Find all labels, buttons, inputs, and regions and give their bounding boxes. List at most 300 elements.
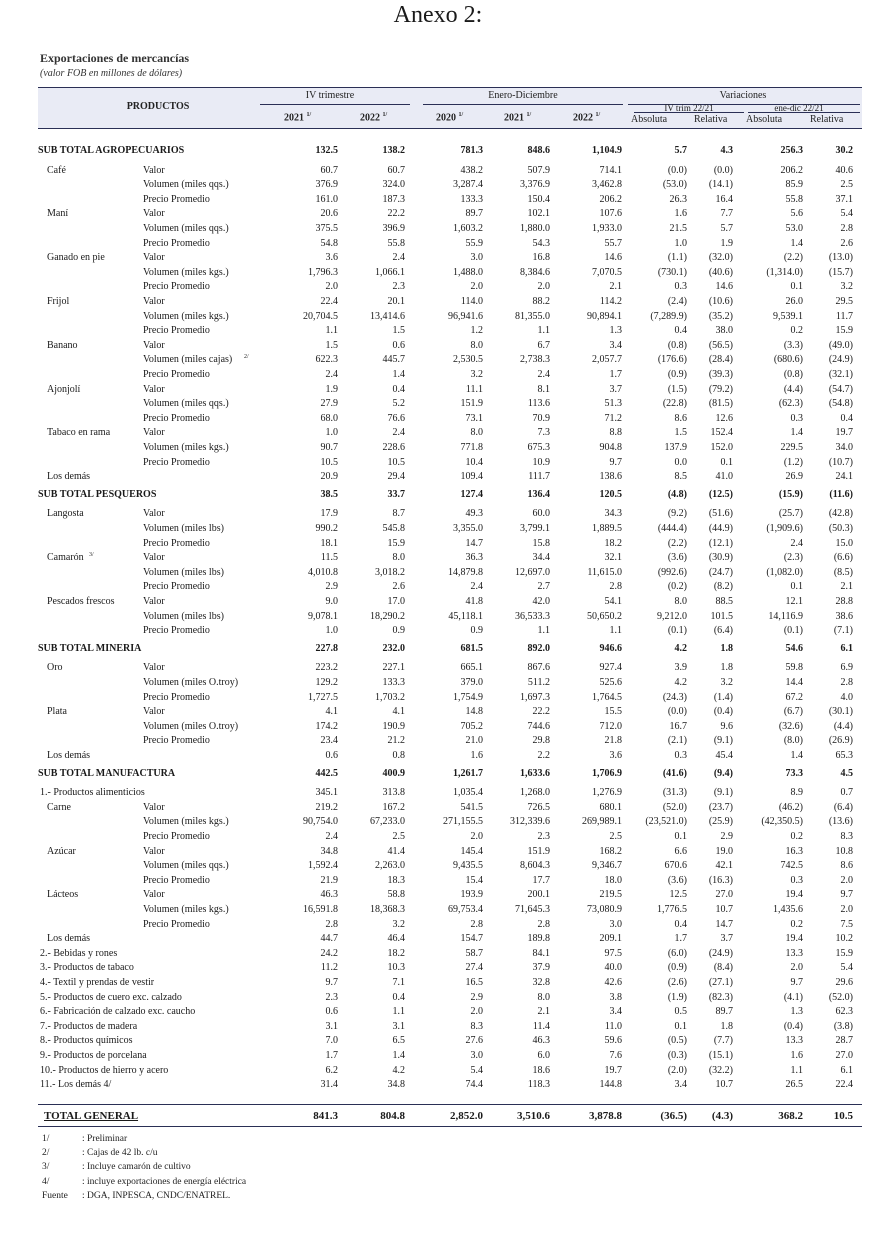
row-value: 1,796.3 (308, 266, 338, 278)
row-value: 1,104.9 (592, 145, 622, 156)
row-value: (23.7) (708, 801, 733, 813)
row-value: 744.6 (527, 720, 550, 732)
table-row (0, 295, 876, 309)
row-value: (25.7) (778, 508, 803, 520)
row-value: 15.9 (835, 325, 853, 337)
row-value: 26.3 (669, 193, 687, 205)
row-value: 34.8 (387, 1079, 405, 1091)
row-value: 11.7 (835, 310, 853, 322)
row-value: 190.9 (382, 720, 405, 732)
row-value: 16.8 (532, 252, 550, 264)
row-value: (30.1) (828, 706, 853, 718)
row-value: 58.8 (387, 889, 405, 901)
row-value: (25.9) (708, 816, 733, 828)
row-value: 0.3 (790, 874, 803, 886)
row-value: (32.0) (708, 252, 733, 264)
row-value: 511.2 (527, 677, 550, 688)
row-value: 1.1 (325, 325, 338, 337)
row-value: (79.2) (708, 383, 733, 395)
row-value: 2.5 (609, 831, 622, 842)
row-value: 53.0 (785, 223, 803, 234)
row-value: (0.2) (667, 581, 687, 593)
row-product: Camarón (47, 552, 84, 564)
row-value: 3,462.8 (592, 179, 622, 191)
subtotal-row (0, 488, 876, 502)
row-value: 2.8 (840, 677, 853, 688)
row-value: 151.9 (527, 845, 550, 857)
row-value: 21.9 (320, 874, 338, 886)
row-value: 0.4 (840, 412, 853, 424)
row-value: 1,435.6 (773, 904, 803, 915)
row-value: 1.8 (720, 1020, 733, 1032)
row-value: (7,289.9) (650, 310, 687, 322)
row-value: 8.6 (840, 860, 853, 872)
row-measure: Valor (143, 662, 165, 674)
row-measure: Volumen (miles qqs.) (143, 398, 229, 410)
footnote-key: 1/ (42, 1134, 50, 1144)
row-value: 88.2 (532, 296, 550, 307)
row-measure: Valor (143, 508, 165, 520)
table-row (0, 801, 876, 815)
row-value: (1.5) (667, 383, 687, 395)
row-value: 14.4 (785, 677, 803, 688)
row-measure: Precio Promedio (143, 281, 210, 293)
row-value: 42.6 (604, 977, 622, 988)
row-value: 19.7 (835, 427, 853, 439)
row-value: 10.4 (465, 456, 483, 468)
row-value: 3.1 (325, 1020, 338, 1032)
row-value: (1,314.0) (766, 266, 803, 278)
row-value: 120.5 (599, 488, 622, 500)
row-value: 161.0 (315, 193, 338, 205)
row-measure: Volumen (miles O.troy) (143, 720, 239, 732)
row-value: 2.1 (840, 581, 853, 593)
row-product: SUB TOTAL PESQUEROS (38, 488, 157, 500)
header-absoluta-ene: Absoluta (746, 114, 783, 125)
table-row (0, 830, 876, 844)
row-product: Lácteos (47, 889, 79, 901)
table-row (0, 1078, 876, 1092)
row-product: Pescados frescos (47, 596, 115, 607)
row-value: 665.1 (460, 662, 483, 674)
row-value: 345.1 (315, 787, 338, 799)
row-value: 114.0 (460, 296, 483, 307)
row-value: 3,878.8 (589, 1110, 622, 1122)
footnote-key: 4/ (42, 1176, 50, 1187)
header-year-2021-iv: 2021 $^{1/}$ (284, 112, 312, 124)
row-value: 14.6 (715, 281, 733, 293)
row-value: 23.4 (320, 735, 338, 747)
row-value: 3.4 (609, 1006, 622, 1018)
row-value: 2.4 (790, 537, 803, 549)
row-value: 0.1 (674, 1020, 687, 1032)
table-row (0, 397, 876, 411)
row-value: 2.0 (840, 904, 853, 915)
row-value: 6.0 (537, 1050, 550, 1061)
row-value: 8.1 (537, 383, 550, 395)
row-value: 10.2 (835, 933, 853, 945)
row-value: (2.3) (783, 552, 803, 564)
table-row (0, 624, 876, 638)
row-value: 96,941.6 (448, 310, 483, 322)
row-value: 38.0 (715, 325, 733, 337)
row-value: 11.5 (320, 552, 338, 564)
table-row (0, 507, 876, 521)
row-value: 1,261.7 (453, 767, 483, 779)
row-value: 11.0 (604, 1020, 622, 1032)
row-value: 8,604.3 (520, 860, 550, 872)
table-subtitle: (valor FOB en millones de dólares) (40, 68, 183, 79)
row-value: 6.6 (674, 845, 687, 857)
row-value: 1.6 (790, 1050, 803, 1061)
row-value: 3,018.2 (375, 566, 405, 578)
row-value: 13.3 (785, 947, 803, 959)
row-value: (9.1) (713, 787, 733, 799)
row-value: 67,233.0 (370, 816, 405, 828)
row-value: 107.6 (599, 208, 622, 220)
row-value: (2.6) (667, 977, 687, 988)
row-value: 5.6 (790, 208, 803, 220)
row-value: 54.1 (604, 596, 622, 607)
row-value: 13.3 (785, 1035, 803, 1047)
row-value: 1,889.5 (592, 523, 622, 534)
row-product: 2.- Bebidas y rones (40, 947, 118, 959)
row-value: 1,488.0 (453, 266, 483, 278)
row-value: (2.2) (783, 252, 803, 264)
row-value: 28.8 (835, 596, 853, 607)
row-value: 20,704.5 (303, 310, 338, 322)
row-value: 27.0 (835, 1050, 853, 1061)
row-value: 60.7 (387, 164, 405, 176)
header-relativa-ene: Relativa (810, 114, 844, 125)
row-value: 2.4 (325, 831, 338, 842)
row-value: 55.8 (785, 193, 803, 205)
row-value: 0.7 (840, 787, 853, 799)
row-value: 0.2 (790, 831, 803, 842)
row-value: 20.6 (320, 208, 338, 220)
table-row (0, 734, 876, 748)
row-value: 1,706.9 (592, 767, 622, 779)
row-value: 17.7 (532, 874, 550, 886)
row-value: 1.6 (674, 208, 687, 220)
row-value: (11.6) (829, 488, 853, 500)
row-value: 232.0 (382, 642, 405, 654)
table-row (0, 1034, 876, 1048)
row-value: (1.4) (713, 691, 733, 703)
row-value: 20.1 (387, 296, 405, 307)
row-value: 6.7 (537, 339, 550, 351)
row-value: (4.3) (711, 1110, 733, 1122)
row-value: 0.4 (674, 918, 687, 930)
row-value: 2,057.7 (592, 354, 622, 366)
row-value: 2.3 (325, 991, 338, 1003)
row-value: 1.0 (325, 427, 338, 439)
row-value: 1.5 (674, 427, 687, 439)
row-value: (27.1) (708, 977, 733, 988)
row-value: (0.8) (667, 339, 687, 351)
row-value: 4.1 (392, 706, 405, 718)
row-value: 60.7 (320, 164, 338, 176)
row-value: 9,346.7 (592, 860, 622, 872)
header-absoluta-iv: Absoluta (631, 114, 668, 125)
row-value: 376.9 (315, 179, 338, 191)
table-row (0, 749, 876, 763)
table-row (0, 961, 876, 975)
row-value: 11.2 (320, 962, 338, 974)
row-measure: Precio Promedio (143, 831, 210, 842)
row-value: 152.0 (710, 442, 733, 453)
row-value: (36.5) (660, 1110, 687, 1122)
row-value: (52.0) (828, 991, 853, 1003)
row-value: 5.7 (720, 223, 733, 234)
table-row (0, 661, 876, 675)
row-product: Maní (47, 208, 69, 220)
row-value: (0.4) (783, 1020, 803, 1032)
header-year-2022-iv: 2022 $^{1/}$ (360, 112, 388, 124)
row-value: 88.5 (715, 596, 733, 607)
table-row (0, 470, 876, 484)
row-value: 2.0 (840, 874, 853, 886)
footnote-text: : incluye exportaciones de energía eléctrica (82, 1176, 247, 1187)
row-value: 138.6 (599, 471, 622, 483)
row-value: 15.0 (835, 537, 853, 549)
row-measure: Volumen (miles kgs.) (143, 266, 229, 278)
row-value: 7.6 (609, 1050, 622, 1061)
table-row (0, 691, 876, 705)
row-value: 1.8 (720, 642, 733, 654)
table-row (0, 580, 876, 594)
row-value: 2,530.5 (453, 354, 483, 366)
row-product: Frijol (47, 296, 70, 307)
row-value: (6.4) (713, 625, 733, 637)
row-value: 3,510.6 (517, 1110, 550, 1122)
row-value: 2.0 (790, 962, 803, 974)
row-value: 19.4 (785, 889, 803, 901)
row-value: 33.7 (387, 488, 405, 500)
row-value: 1.1 (537, 325, 550, 337)
row-value: (444.4) (657, 523, 687, 534)
row-value: 545.8 (382, 523, 405, 534)
table-row (0, 412, 876, 426)
row-value: 59.8 (785, 662, 803, 674)
row-value: 34.0 (835, 442, 853, 453)
row-value: 681.5 (460, 642, 483, 654)
table-row (0, 610, 876, 624)
row-value: 40.0 (604, 962, 622, 974)
row-value: 3.9 (674, 662, 687, 674)
row-value: 0.6 (392, 339, 405, 351)
row-value: 3.4 (674, 1079, 687, 1091)
row-value: 151.9 (460, 398, 483, 410)
row-value: 30.2 (835, 145, 853, 156)
row-value: 32.1 (604, 552, 622, 564)
row-value: 0.3 (674, 750, 687, 761)
row-value: (24.7) (708, 566, 733, 578)
row-product: Langosta (47, 508, 84, 520)
row-measure: Valor (143, 801, 165, 813)
row-value: 1,603.2 (453, 223, 483, 234)
row-value: 193.9 (460, 889, 483, 901)
footnote-ref: 2/ (244, 354, 249, 361)
row-value: (8.5) (833, 566, 853, 578)
row-value: 10.5 (387, 456, 405, 468)
table-row (0, 164, 876, 178)
row-value: 0.4 (392, 991, 405, 1003)
row-value: 0.8 (392, 750, 405, 761)
row-value: 1.1 (790, 1064, 803, 1076)
row-product: Los demás (47, 750, 91, 761)
row-value: 228.6 (382, 442, 405, 453)
row-value: 9,539.1 (773, 310, 803, 322)
row-product: 5.- Productos de cuero exc. calzado (40, 991, 182, 1003)
header-enero-diciembre: Enero-Diciembre (488, 90, 558, 101)
row-value: 12.1 (785, 596, 803, 607)
row-value: 6.1 (840, 642, 853, 654)
row-value: (50.3) (828, 523, 853, 534)
row-measure: Precio Promedio (143, 412, 210, 424)
row-value: 1.7 (609, 369, 622, 380)
row-value: 9,078.1 (308, 610, 338, 622)
row-value: 21.0 (465, 735, 483, 747)
row-value: 21.5 (669, 223, 687, 234)
row-value: 19.7 (604, 1064, 622, 1076)
row-product: 3.- Productos de tabaco (40, 962, 134, 974)
footnote-text: : Cajas de 42 lb. c/u (82, 1148, 158, 1159)
row-value: (28.4) (708, 354, 733, 366)
row-value: 29.8 (532, 735, 550, 747)
row-value: (54.8) (828, 398, 853, 410)
row-product: TOTAL GENERAL (44, 1110, 139, 1122)
row-value: 271,155.5 (443, 816, 483, 828)
row-value: 22.4 (320, 296, 338, 307)
row-value: (32.2) (708, 1064, 733, 1076)
row-measure: Precio Promedio (143, 237, 210, 249)
row-value: 22.4 (835, 1079, 853, 1091)
row-value: 21.2 (387, 735, 405, 747)
row-value: (1.9) (667, 991, 687, 1003)
table-row (0, 947, 876, 961)
row-value: (32.1) (828, 369, 853, 380)
row-product: Los demás (47, 933, 91, 945)
table-row (0, 1020, 876, 1034)
row-value: (53.0) (662, 179, 687, 191)
row-value: 11,615.0 (587, 566, 622, 578)
row-value: 781.3 (460, 145, 483, 156)
row-value: 136.4 (527, 488, 550, 500)
row-value: 2.5 (840, 179, 853, 191)
table-row (0, 193, 876, 207)
row-product: Oro (47, 662, 63, 674)
row-value: (4.4) (783, 383, 803, 395)
row-value: (16.3) (708, 874, 733, 886)
row-value: 269,989.1 (582, 816, 622, 828)
row-value: 97.5 (604, 947, 622, 959)
row-value: (6.4) (833, 801, 853, 813)
row-value: (10.6) (708, 296, 733, 307)
row-value: 525.6 (599, 677, 622, 688)
table-row (0, 903, 876, 917)
row-value: 2.6 (392, 581, 405, 593)
row-value: 1.7 (325, 1050, 338, 1061)
row-value: 132.5 (315, 145, 338, 156)
row-value: 229.5 (780, 442, 803, 453)
row-value: 73.1 (465, 412, 483, 424)
row-value: 0.0 (674, 456, 687, 468)
table-row (0, 178, 876, 192)
row-value: 9,212.0 (657, 610, 687, 622)
row-value: 8.6 (674, 412, 687, 424)
table-row (0, 991, 876, 1005)
row-value: (22.8) (662, 398, 687, 410)
table-row (0, 786, 876, 800)
row-value: (10.7) (828, 456, 853, 468)
table-row (0, 932, 876, 946)
row-measure: Volumen (miles qqs.) (143, 860, 229, 872)
table-title: Exportaciones de mercancías (40, 51, 190, 65)
row-value: 152.4 (710, 427, 733, 439)
row-value: 375.5 (315, 223, 338, 234)
row-value: 11.4 (532, 1020, 550, 1032)
row-value: 927.4 (599, 662, 622, 674)
row-value: 206.2 (599, 193, 622, 205)
row-product: Banano (47, 339, 78, 351)
row-value: 26.9 (785, 471, 803, 483)
row-value: (176.6) (657, 354, 687, 366)
table-row (0, 845, 876, 859)
row-value: 0.3 (790, 412, 803, 424)
row-value: 8.9 (790, 787, 803, 799)
row-value: 3,376.9 (520, 179, 550, 191)
row-value: 0.2 (790, 325, 803, 337)
row-value: (1,909.6) (766, 523, 803, 534)
row-value: 8.0 (470, 427, 483, 439)
row-value: (0.9) (667, 369, 687, 380)
row-value: (13.6) (828, 816, 853, 828)
table-row (0, 383, 876, 397)
row-value: 1,764.5 (592, 691, 622, 703)
row-value: 54.6 (785, 642, 803, 654)
row-value: 22.2 (532, 706, 550, 718)
row-value: 892.0 (527, 642, 550, 654)
row-value: 36.3 (465, 552, 483, 564)
row-value: 34.4 (532, 552, 550, 564)
table-row (0, 720, 876, 734)
footnote-key: 3/ (42, 1162, 50, 1173)
row-value: 37.1 (835, 193, 853, 205)
table-row (0, 368, 876, 382)
row-measure: Volumen (miles qqs.) (143, 179, 229, 191)
row-value: 1.7 (674, 933, 687, 945)
row-value: 42.0 (532, 596, 550, 607)
row-value: 1.6 (470, 750, 483, 761)
row-value: 10.9 (532, 456, 550, 468)
table-row (0, 888, 876, 902)
row-value: (8.0) (783, 735, 803, 747)
row-value: 68.0 (320, 412, 338, 424)
row-product: Ajonjolí (47, 383, 81, 395)
row-value: 17.9 (320, 508, 338, 520)
row-value: 1.1 (537, 625, 550, 637)
header-iv-trim-var: IV trim 22/21 (664, 103, 714, 113)
row-value: 2.9 (325, 581, 338, 593)
row-value: 1,268.0 (520, 787, 550, 799)
row-value: (31.3) (662, 787, 687, 799)
row-value: 4.0 (840, 691, 853, 703)
row-value: (56.5) (708, 339, 733, 351)
row-value: (2.4) (667, 296, 687, 307)
row-value: (8.4) (713, 962, 733, 974)
row-value: 541.5 (460, 801, 483, 813)
